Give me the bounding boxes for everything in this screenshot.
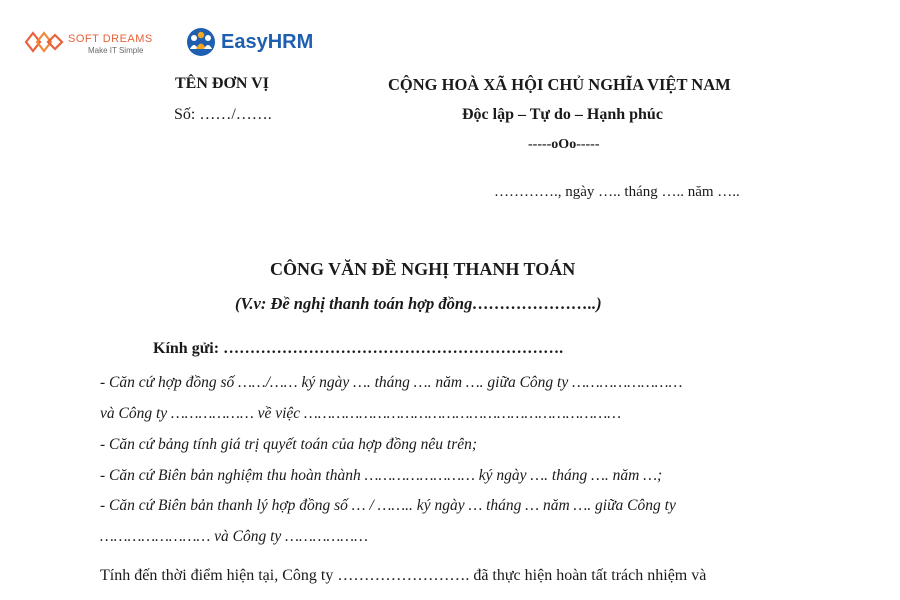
easyhrm-name: EasyHRM	[221, 30, 314, 53]
easyhrm-logo-icon	[184, 27, 218, 57]
document-number: Số: ……/…….	[174, 106, 272, 123]
body-paragraph: Tính đến thời điểm hiện tại, Công ty ……………………. đã thực hiện hoàn tất trách nhiệm và	[100, 567, 707, 584]
national-motto: Độc lập – Tự do – Hạnh phúc	[462, 106, 663, 123]
date-line: …………., ngày ….. tháng ….. năm …..	[494, 184, 740, 200]
ground-line: - Căn cứ hợp đồng số ……/…… ký ngày …. tháng …. năm …. giữa Công ty ……………………	[100, 374, 683, 391]
easyhrm-logo	[184, 27, 313, 57]
recipient-line: Kính gửi: ……………………………………………………….	[153, 340, 564, 357]
unit-name: TÊN ĐƠN VỊ	[175, 75, 269, 92]
ground-line: và Công ty ……………… về việc ……………………………………………………………	[100, 405, 622, 422]
softdreams-logo-icon	[22, 28, 64, 56]
softdreams-brand	[68, 30, 153, 55]
ground-line: - Căn cứ Biên bản nghiệm thu hoàn thành …………………… ký ngày …. tháng …. năm …;	[100, 467, 663, 484]
document-subject: (V.v: Đề nghị thanh toán hợp đồng…………………..)	[235, 294, 602, 313]
document-title: CÔNG VĂN ĐỀ NGHỊ THANH TOÁN	[270, 259, 576, 279]
ground-line: - Căn cứ bảng tính giá trị quyết toán của hợp đồng nêu trên;	[100, 436, 478, 453]
softdreams-tagline: Make IT Simple	[88, 45, 144, 55]
country-name: CỘNG HOÀ XÃ HỘI CHỦ NGHĨA VIỆT NAM	[388, 75, 731, 94]
softdreams-logo	[22, 28, 153, 56]
header-divider: -----oOo-----	[528, 137, 600, 152]
ground-line: - Căn cứ Biên bản thanh lý hợp đồng số … / …….. ký ngày … tháng … năm …. giữa Công ty	[100, 497, 676, 514]
softdreams-name: SOFT DREAMS	[68, 32, 153, 45]
ground-line: …………………… và Công ty ………………	[100, 528, 368, 545]
